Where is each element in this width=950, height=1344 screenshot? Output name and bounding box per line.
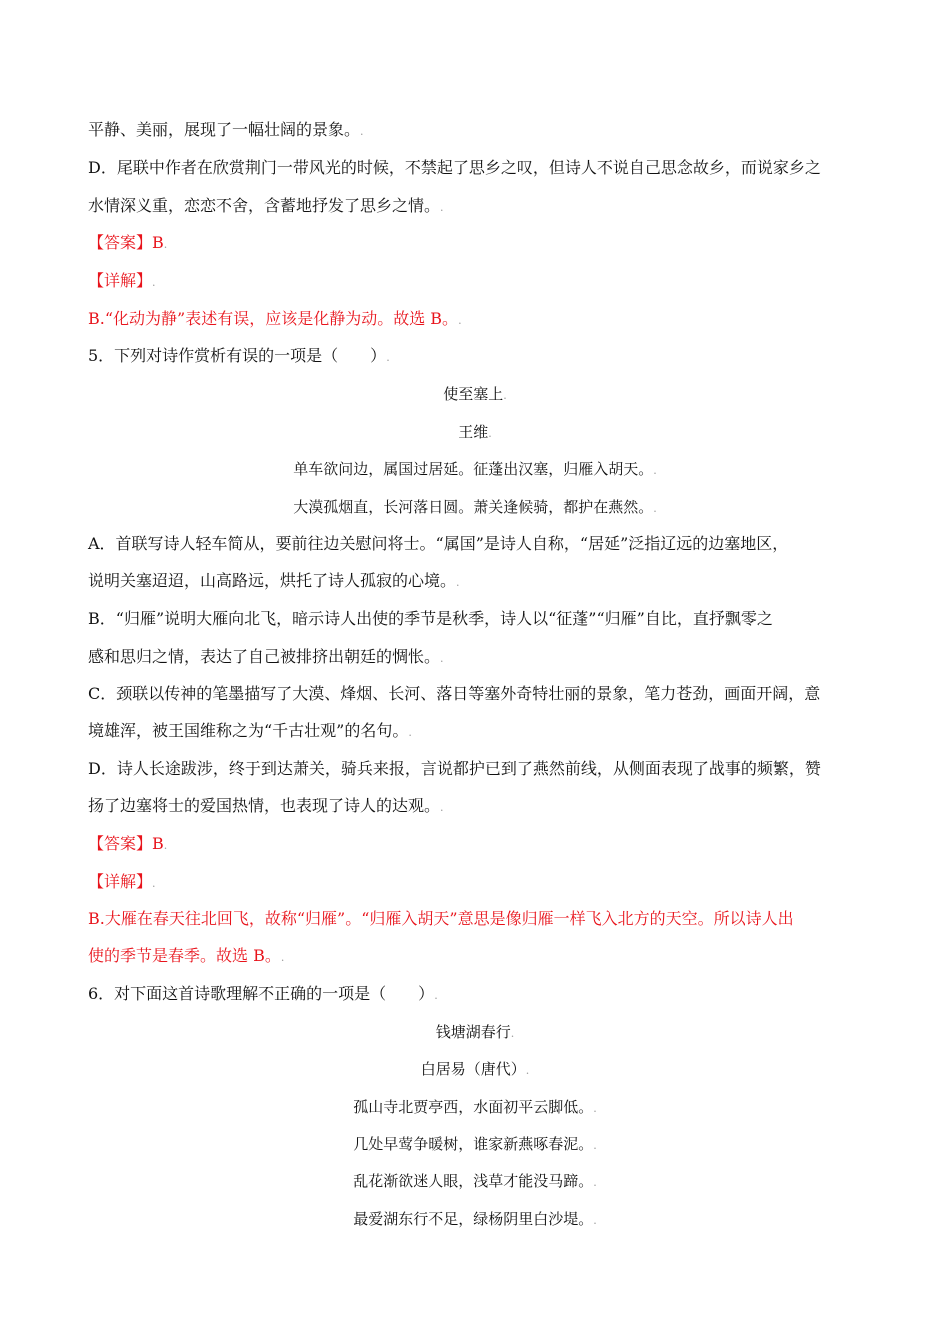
- q5-option-d-line2: 扬了边塞将士的爱国热情，也表现了诗人的达观。.: [88, 796, 444, 815]
- q5-option-c-line1: C．颈联以传神的笔墨描写了大漠、烽烟、长河、落日等塞外奇特壮丽的景象，笔力苍劲，画面开阔，意: [88, 684, 821, 703]
- q6-poem-line-3: 乱花渐欲迷人眼，浅草才能没马蹄。.: [353, 1172, 597, 1190]
- q5-poem-line-2: 大漠孤烟直，长河落日圆。萧关逢候骑，都护在燕然。.: [293, 498, 657, 516]
- q6-poem-title: 钱塘湖春行.: [435, 1023, 515, 1041]
- q5-detail-line2: 使的季节是春季。故选 B。.: [88, 946, 285, 965]
- q5-detail-line1: B.大雁在春天往北回飞，故称“归雁”。“归雁入胡天”意思是像归雁一样飞入北方的天空。所以诗人出: [88, 909, 794, 928]
- q5-question: 5．下列对诗作赏析有误的一项是（ ）.: [88, 346, 390, 365]
- q5-option-a-line1: A．首联写诗人轻车简从，要前往边关慰问将士。“属国”是诗人自称，“居延”泛指辽远的边塞地区，: [88, 534, 789, 553]
- q5-option-d-line1: D．诗人长途跋涉，终于到达萧关，骑兵来报，言说都护已到了燕然前线，从侧面表现了战事的频繁，赞: [88, 759, 821, 778]
- q5-poem-line-1: 单车欲问边，属国过居延。征蓬出汉塞，归雁入胡天。.: [293, 460, 657, 478]
- q5-option-b-line1: B．“归雁”说明大雁向北飞，暗示诗人出使的季节是秋季，诗人以“征蓬”“归雁”自比，直抒飘零之: [88, 609, 773, 628]
- q6-poem-line-2: 几处早莺争暖树，谁家新燕啄春泥。.: [353, 1135, 597, 1153]
- q4-option-d-line1: D．尾联中作者在欣赏荆门一带风光的时候，不禁起了思乡之叹，但诗人不说自己思念故乡，而说家乡之: [88, 158, 821, 177]
- q6-poem-line-4: 最爱湖东行不足，绿杨阴里白沙堤。.: [353, 1210, 597, 1228]
- q6-question: 6．对下面这首诗歌理解不正确的一项是（ ）.: [88, 984, 438, 1003]
- q5-option-c-line2: 境雄浑，被王国维称之为“千古壮观”的名句。.: [88, 721, 412, 740]
- q5-answer: 【答案】B.: [88, 834, 168, 853]
- q5-detail-label: 【详解】.: [88, 872, 156, 891]
- q4-detail-label: 【详解】.: [88, 271, 156, 290]
- q5-poem-author: 王维.: [458, 423, 492, 441]
- q4-detail-text: B.“化动为静”表述有误，应该是化静为动。故选 B。.: [88, 309, 462, 328]
- q6-poem-author: 白居易（唐代）.: [420, 1060, 530, 1078]
- q4-option-c-tail: 平静、美丽，展现了一幅壮阔的景象。.: [88, 120, 364, 139]
- q4-answer: 【答案】B.: [88, 233, 168, 252]
- q5-option-b-line2: 感和思归之情，表达了自己被排挤出朝廷的惆怅。.: [88, 647, 444, 666]
- q6-poem-line-1: 孤山寺北贾亭西，水面初平云脚低。.: [353, 1098, 597, 1116]
- q5-option-a-line2: 说明关塞迢迢，山高路远，烘托了诗人孤寂的心境。.: [88, 571, 460, 590]
- q5-poem-title: 使至塞上.: [443, 385, 507, 403]
- q4-option-d-line2: 水情深义重，恋恋不舍，含蓄地抒发了思乡之情。.: [88, 196, 444, 215]
